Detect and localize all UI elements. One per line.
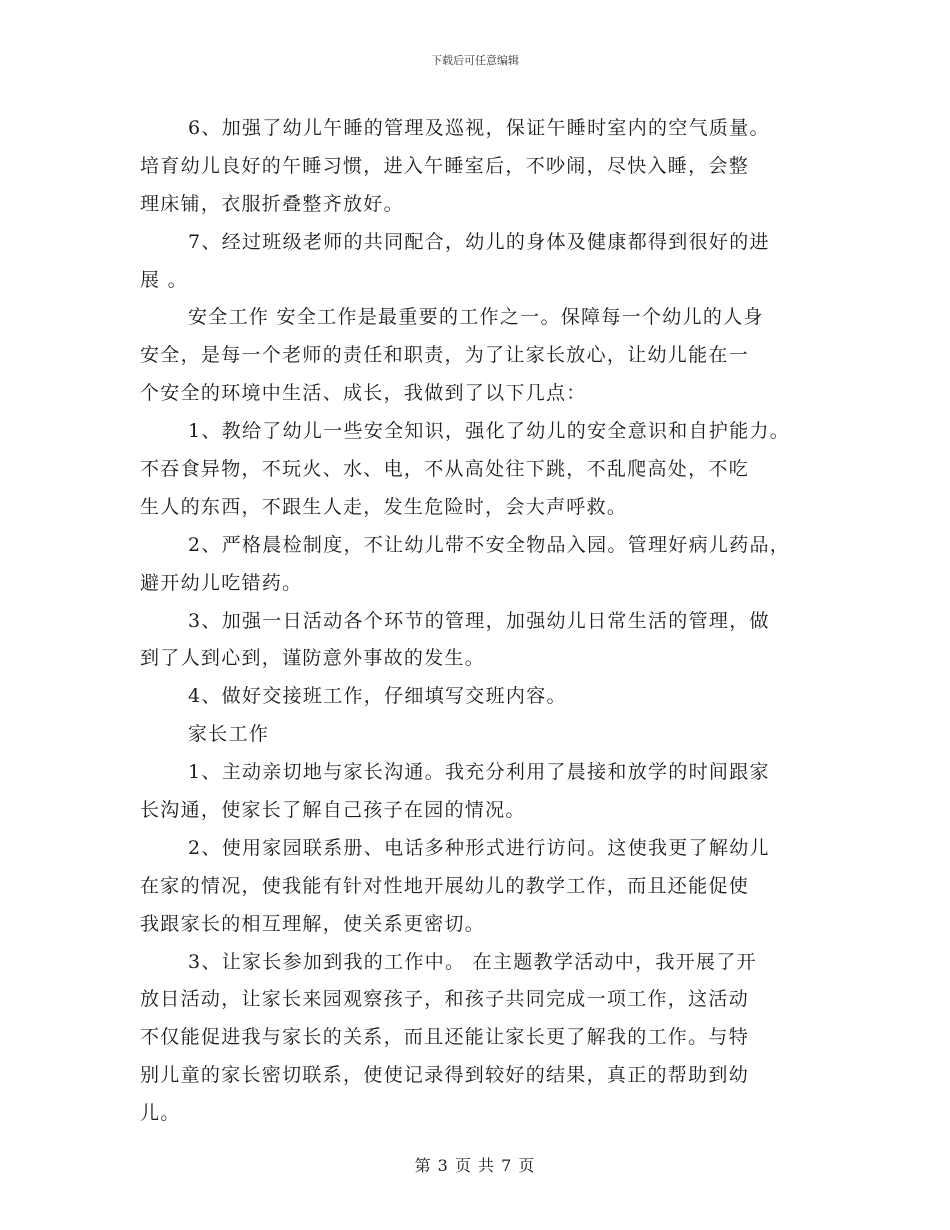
text-line: 避开幼儿吃错药。 — [140, 571, 303, 594]
text-line: 我跟家长的相互理解，使关系更密切。 — [140, 912, 486, 935]
text-line: 2、严格晨检制度，不让幼儿带不安全物品入园。管理好病儿药品， — [188, 533, 791, 556]
text-line: 长沟通，使家长了解自己孩子在园的情况。 — [140, 799, 526, 822]
text-line: 展 。 — [140, 268, 188, 291]
text-line: 1、教给了幼儿一些安全知识，强化了幼儿的安全意识和自护能力。 — [188, 420, 791, 443]
text-line: 培育幼儿良好的午睡习惯，进入午睡室后，不吵闹，尽快入睡，会整 — [140, 154, 750, 177]
text-line: 不仅能促进我与家长的关系，而且还能让家长更了解我的工作。与特 — [140, 1026, 750, 1049]
text-line: 不吞食异物，不玩火、水、电，不从高处往下跳，不乱爬高处，不吃 — [140, 458, 750, 481]
text-line: 1、主动亲切地与家长沟通。我充分利用了晨接和放学的时间跟家 — [188, 761, 770, 784]
text-line: 4、做好交接班工作，仔细填写交班内容。 — [188, 685, 567, 708]
text-line: 2、使用家园联系册、电话多种形式进行访问。这使我更了解幼儿 — [188, 836, 770, 859]
text-line: 3、加强一日活动各个环节的管理，加强幼儿日常生活的管理，做 — [188, 609, 770, 632]
text-line: 安全工作 安全工作是最重要的工作之一。保障每一个幼儿的人身 — [188, 306, 764, 329]
document-body — [140, 110, 820, 1133]
text-line: 个安全的环境中生活、成长，我做到了以下几点： — [140, 382, 587, 405]
page-number-footer: 第 3 页 共 7 页 — [414, 1156, 536, 1175]
text-line: 在家的情况，使我能有针对性地开展幼儿的教学工作，而且还能促使 — [140, 874, 750, 897]
text-line: 安全，是每一个老师的责任和职责，为了让家长放心，让幼儿能在一 — [140, 344, 750, 367]
text-line: 别儿童的家长密切联系，使使记录得到较好的结果，真正的帮助到幼 — [140, 1064, 750, 1087]
text-line: 7、经过班级老师的共同配合，幼儿的身体及健康都得到很好的进 — [188, 230, 770, 253]
text-line: 到了人到心到，谨防意外事故的发生。 — [140, 647, 486, 670]
page-header: 下载后可任意编辑 — [431, 54, 519, 67]
text-line: 家长工作 — [188, 723, 270, 746]
text-line: 生人的东西，不跟生人走，发生危险时，会大声呼救。 — [140, 495, 628, 518]
text-line: 放日活动，让家长来园观察孩子，和孩子共同完成一项工作，这活动 — [140, 988, 750, 1011]
text-line: 6、加强了幼儿午睡的管理及巡视，保证午睡时室内的空气质量。 — [188, 117, 770, 139]
text-line: 儿。 — [140, 1102, 181, 1125]
text-line: 理床铺，衣服折叠整齐放好。 — [140, 192, 404, 215]
text-line: 3、让家长参加到我的工作中。 在主题教学活动中，我开展了开 — [188, 950, 757, 973]
